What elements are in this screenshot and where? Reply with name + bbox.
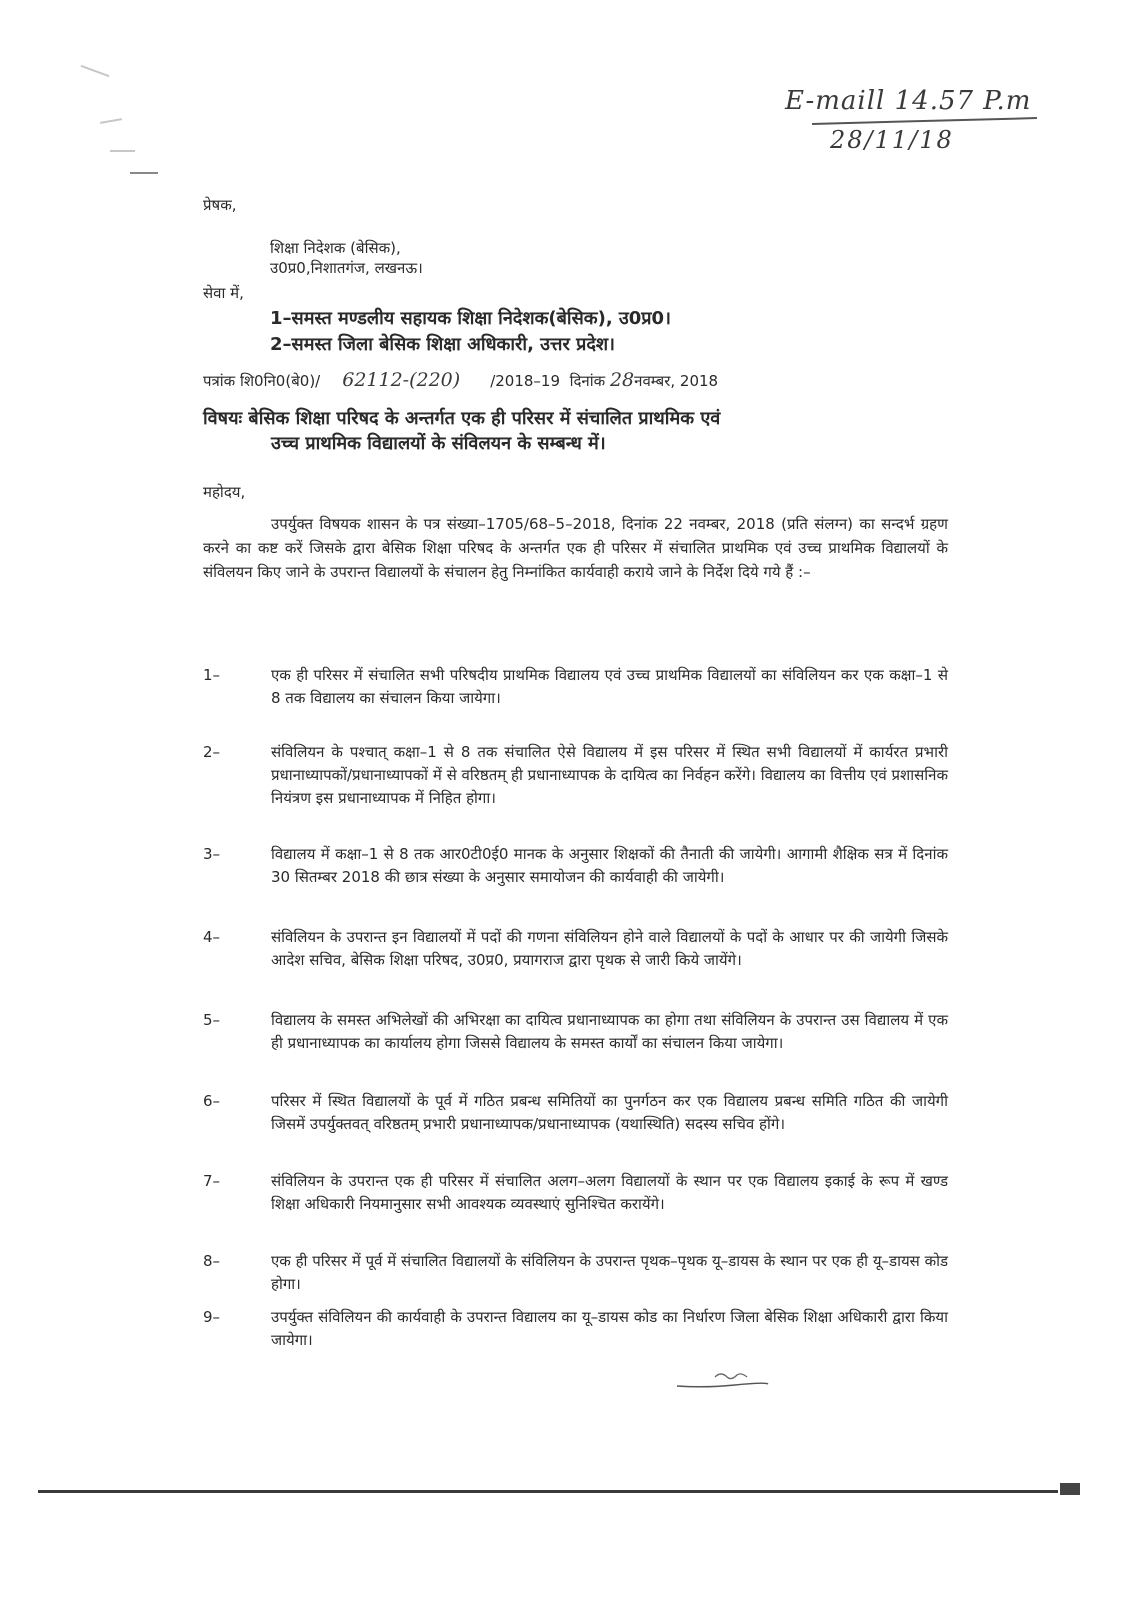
list-item-number: 1– xyxy=(203,666,221,684)
list-item-number: 2– xyxy=(203,743,221,761)
list-item-number: 3– xyxy=(203,845,221,863)
recipient-label: सेवा में, xyxy=(203,284,244,302)
list-item-text: उपर्युक्त संविलियन की कार्यवाही के उपरान्त विद्यालय का यू–डायस कोड का निर्धारण जिला बेसिक शिक्षा अधिकारी द्वारा किया जायेगा। xyxy=(271,1308,948,1349)
list-item-text: संविलियन के पश्चात् कक्षा–1 से 8 तक संचालित ऐसे विद्यालय में इस परिसर में स्थित सभी विद्यालयों में कार्यरत प्रभारी प्रधानाध्यापकों/प्रधानाध्यापकों में से वरिष्ठतम् ही प्रधानाध्यापक के दायित्व का निर्वहन करेंगे। विद्यालय का वित्तीय एवं प्रशासनिक नियंत्रण इस प्रधानाध्यापक में निहित होगा। xyxy=(271,743,948,807)
list-item-number: 6– xyxy=(203,1092,221,1110)
reference-handwritten-number: 62112-(220) xyxy=(342,369,461,391)
reference-date-rest: नवम्बर, 2018 xyxy=(634,372,719,390)
list-item-number: 4– xyxy=(203,928,221,946)
list-item-text: संविलियन के उपरान्त एक ही परिसर में संचालित अलग–अलग विद्यालयों के स्थान पर एक विद्यालय इकाई के रूप में खण्ड शिक्षा अधिकारी नियमानुसार सभी आवश्यक व्यवस्थाएं सुनिश्चित करायेंगे। xyxy=(271,1172,948,1213)
handwritten-date-note: 28/11/18 xyxy=(830,126,954,154)
sender-designation: शिक्षा निदेशक (बेसिक), xyxy=(270,239,401,257)
reference-date-day: 28 xyxy=(609,369,635,391)
sender-address: उ0प्र0,निशातगंज, लखनऊ। xyxy=(270,259,423,277)
reference-line xyxy=(203,370,718,391)
signature-scribble xyxy=(675,1368,770,1392)
list-item-text: एक ही परिसर में संचालित सभी परिषदीय प्राथमिक विद्यालय एवं उच्च प्राथमिक विद्यालयों का संविलियन कर एक कक्षा–1 से 8 तक विद्यालय का संचालन किया जायेगा। xyxy=(271,666,948,707)
recipient-line-2: 2–समस्त जिला बेसिक शिक्षा अधिकारी, उत्तर प्रदेश। xyxy=(270,334,615,355)
reference-prefix: पत्रांक शि0नि0(बे0)/ xyxy=(203,372,321,390)
list-item-number: 9– xyxy=(203,1308,221,1326)
subject-line-2: उच्च प्राथमिक विद्यालयों के संविलयन के सम्बन्ध में। xyxy=(271,433,606,454)
sender-label: प्रेषक, xyxy=(203,196,237,214)
subject-line-1: विषयः बेसिक शिक्षा परिषद के अन्तर्गत एक ही परिसर में संचालित प्राथमिक एवं xyxy=(203,408,721,429)
salutation: महोदय, xyxy=(203,483,246,501)
handwritten-email-note: E-maill 14.57 P.m xyxy=(785,86,1032,116)
scan-artifact-marks xyxy=(60,50,160,200)
reference-date-label: दिनांक xyxy=(569,372,606,390)
recipient-line-1: 1–समस्त मण्डलीय सहायक शिक्षा निदेशक(बेसिक), उ0प्र0। xyxy=(270,308,671,329)
list-item-text: विद्यालय के समस्त अभिलेखों की अभिरक्षा का दायित्व प्रधानाध्यापक का होगा तथा संविलियन के उपरान्त उस विद्यालय में एक ही प्रधानाध्यापक का कार्यालय होगा जिससे विद्यालय के समस्त कार्यों का संचालन किया जायेगा। xyxy=(271,1011,948,1052)
subject xyxy=(203,406,948,456)
list-item-text: एक ही परिसर में पूर्व में संचालित विद्यालयों के संविलियन के उपरान्त पृथक–पृथक यू–डायस के स्थान पर एक ही यू–डायस कोड होगा। xyxy=(271,1252,948,1293)
scan-corner-mark xyxy=(1060,1483,1080,1495)
footer-rule xyxy=(38,1490,1058,1493)
list-item-text: विद्यालय में कक्षा–1 से 8 तक आर0टी0ई0 मानक के अनुसार शिक्षकों की तैनाती की जायेगी। आगामी शैक्षिक सत्र में दिनांक 30 सितम्बर 2018 की छात्र संख्या के अनुसार समायोजन की कार्यवाही की जायेगी। xyxy=(271,845,948,886)
list-item-number: 7– xyxy=(203,1172,221,1190)
reference-session: /2018–19 xyxy=(490,372,561,390)
list-item-text: परिसर में स्थित विद्यालयों के पूर्व में गठित प्रबन्ध समितियों का पुनर्गठन कर एक विद्यालय प्रबन्ध समिति गठित की जायेगी जिसमें उपर्युक्तवत् वरिष्ठतम् प्रभारी प्रधानाध्यापक/प्रधानाध्यापक (यथास्थिति) सदस्य सचिव होंगे। xyxy=(271,1092,948,1133)
handwritten-underline xyxy=(812,117,1037,125)
intro-paragraph: उपर्युक्त विषयक शासन के पत्र संख्या–1705/68–5–2018, दिनांक 22 नवम्बर, 2018 (प्रति संलग्न) का सन्दर्भ ग्रहण करने का कष्ट करें जिसके द्वारा बेसिक शिक्षा परिषद के अन्तर्गत एक ही परिसर में संचालित प्राथमिक एवं उच्च प्राथमिक विद्यालयों के संविलयन किए जाने के उपरान्त विद्यालयों के संचालन हेतु निम्नांकित कार्यवाही कराये जाने के निर्देश दिये गये हैं :– xyxy=(203,515,948,581)
list-item-text: संविलियन के उपरान्त इन विद्यालयों में पदों की गणना संविलियन होने वाले विद्यालयों के पदों के आधार पर की जायेगी जिसके आदेश सचिव, बेसिक शिक्षा परिषद, उ0प्र0, प्रयागराज द्वारा पृथक से जारी किये जायेंगे। xyxy=(271,928,948,969)
list-item-number: 8– xyxy=(203,1252,221,1270)
list-item-number: 5– xyxy=(203,1011,221,1029)
